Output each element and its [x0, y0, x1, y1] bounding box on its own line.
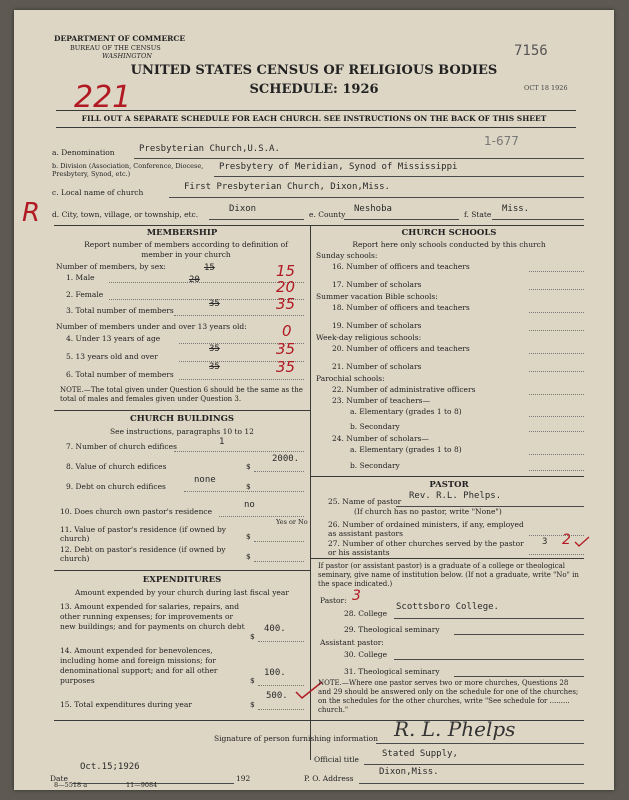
- q3-label: 3. Total number of members: [66, 306, 174, 315]
- signature-value: R. L. Phelps: [394, 717, 516, 741]
- q25-label: 25. Name of pastor: [328, 497, 402, 506]
- q10-value: no: [244, 500, 255, 510]
- q19-label: 19. Number of scholars: [332, 321, 422, 330]
- q6-label: 6. Total number of members: [66, 370, 174, 379]
- official-title-label: Official title: [314, 755, 359, 764]
- checkmark-icon: [574, 536, 590, 548]
- city-town-label: d. City, town, village, or township, etc.: [52, 210, 199, 219]
- denomination-label: a. Denomination: [52, 148, 115, 157]
- q2-hand: 20: [276, 278, 296, 296]
- q22-label: 22. Number of administrative officers: [332, 385, 476, 394]
- q24-label: 24. Number of scholars—: [332, 434, 429, 443]
- q21-label: 21. Number of scholars: [332, 362, 422, 371]
- q6-typed: 35: [209, 362, 220, 372]
- q23b-label: b. Secondary: [350, 422, 400, 431]
- po-value: Dixon,Miss.: [379, 767, 439, 777]
- q13-value: 400.: [264, 624, 286, 634]
- yes-no-hint: Yes or No: [276, 518, 308, 526]
- q25-value: Rev. R.L. Phelps.: [409, 491, 502, 501]
- q15-value: 500.: [266, 691, 288, 701]
- handwritten-number: 221: [74, 80, 132, 115]
- department-label: DEPARTMENT OF COMMERCE: [54, 34, 186, 43]
- q23-label: 23. Number of teachers—: [332, 396, 431, 405]
- buildings-heading: CHURCH BUILDINGS: [129, 414, 235, 424]
- q1-typed: 15: [204, 263, 215, 273]
- expenditures-sub: Amount expended by your church during last fiscal year: [75, 588, 289, 597]
- q25-sub: (If church has no pastor, write "None"): [354, 507, 502, 516]
- q14-value: 100.: [264, 668, 286, 678]
- schedule-title: SCHEDULE: 1926: [249, 82, 379, 97]
- schools-heading: CHURCH SCHOOLS: [401, 228, 497, 238]
- year-label: 192: [236, 774, 251, 783]
- q12-dollar: $: [246, 552, 251, 561]
- form-number: 8—5518 a: [54, 781, 88, 789]
- date-label: Date: [50, 774, 68, 783]
- pencil-code: 1-677: [484, 134, 519, 148]
- q6-hand: 35: [276, 358, 296, 376]
- membership-heading: MEMBERSHIP: [146, 228, 218, 238]
- local-name-label: c. Local name of church: [52, 188, 144, 197]
- sunday-label: Sunday schools:: [316, 251, 378, 260]
- q27-value: 3: [542, 537, 548, 547]
- q20-label: 20. Number of officers and teachers: [332, 344, 470, 353]
- date-value: Oct.15;1926: [80, 762, 140, 772]
- q26-label: 26. Number of ordained ministers, if any, employed as assistant pastors: [328, 520, 524, 538]
- po-label: P. O. Address: [304, 774, 354, 783]
- q18-label: 18. Number of officers and teachers: [332, 303, 470, 312]
- q24b-label: b. Secondary: [350, 461, 400, 470]
- print-number: 11—9084: [126, 781, 158, 789]
- official-title-value: Stated Supply,: [382, 749, 458, 759]
- q9-value: none: [194, 475, 216, 485]
- q5-label: 5. 13 years old and over: [66, 352, 158, 361]
- bureau-label: BUREAU OF THE CENSUS: [70, 44, 161, 52]
- assistant-label: Assistant pastor:: [320, 638, 384, 647]
- q3-hand: 35: [276, 295, 296, 313]
- q30-label: 30. College: [344, 650, 388, 659]
- final-note: NOTE.—Where one pastor serves two or more churches, Questions 28 and 29 should be answered only on the schedule for one of the churches; on the schedules for the other churches, write "See schedule for ......... church.": [318, 679, 579, 714]
- q4-label: 4. Under 13 years of age: [66, 334, 161, 343]
- membership-note: NOTE.—The total given under Question 6 should be the same as the total of males and females given under Question 3.: [60, 386, 303, 403]
- q11-label: 11. Value of pastor's residence (if owned by church): [60, 525, 227, 543]
- q31-label: 31. Theological seminary: [344, 667, 440, 676]
- q10-label: 10. Does church own pastor's residence: [60, 507, 213, 516]
- q27-label: 27. Number of other churches served by the pastor or his assistants: [328, 539, 524, 557]
- q27-hand: 2: [562, 532, 571, 548]
- q14-label: 14. Amount expended for benevolences, including home and foreign missions; for denominational support; and for all other purposes: [60, 646, 218, 685]
- q3-typed: 35: [209, 299, 220, 309]
- q5-typed: 35: [209, 344, 220, 354]
- q14-dollar: $: [250, 676, 255, 685]
- division-label: b. Division (Association, Conference, Diocese, Presbytery, Synod, etc.): [52, 162, 204, 178]
- census-schedule-form: [14, 10, 614, 790]
- pastor-hand: 3: [352, 588, 361, 604]
- q1-hand: 15: [276, 262, 296, 280]
- q8-label: 8. Value of church edifices: [66, 462, 167, 471]
- stamp-number: 7156: [514, 43, 548, 59]
- q7-value: 1: [219, 437, 225, 447]
- expenditures-heading: EXPENDITURES: [142, 575, 222, 585]
- county-value: Neshoba: [354, 204, 392, 214]
- city-label: WASHINGTON: [102, 52, 152, 60]
- handwritten-mark: R: [22, 198, 41, 228]
- instruction-line: FILL OUT A SEPARATE SCHEDULE FOR EACH CHURCH. SEE INSTRUCTIONS ON THE BACK OF THIS SHEET: [81, 114, 547, 123]
- denomination-value: Presbyterian Church,U.S.A.: [139, 144, 280, 154]
- q2-label: 2. Female: [66, 290, 104, 299]
- q23a-label: a. Elementary (grades 1 to 8): [350, 407, 462, 416]
- q29-label: 29. Theological seminary: [344, 625, 440, 634]
- q15-dollar: $: [250, 700, 255, 709]
- q17-label: 17. Number of scholars: [332, 280, 422, 289]
- parochial-label: Parochial schools:: [316, 374, 385, 383]
- q7-label: 7. Number of church edifices: [66, 442, 177, 451]
- form-title: UNITED STATES CENSUS OF RELIGIOUS BODIES: [130, 63, 498, 78]
- summer-label: Summer vacation Bible schools:: [316, 292, 438, 301]
- q11-dollar: $: [246, 532, 251, 541]
- pastor-heading: PASTOR: [429, 480, 469, 490]
- q5-hand: 35: [276, 340, 296, 358]
- q8-value: 2000.: [272, 454, 300, 464]
- city-town-value: Dixon: [229, 204, 257, 214]
- q13-label: 13. Amount expended for salaries, repairs, and other running expenses; for improvements or new buildings; and for payments on church debt: [60, 602, 245, 631]
- weekday-label: Week-day religious schools:: [316, 333, 422, 342]
- q28-value: Scottsboro College.: [396, 602, 499, 612]
- q16-label: 16. Number of officers and teachers: [332, 262, 470, 271]
- q13-dollar: $: [250, 632, 255, 641]
- graduate-note: If pastor (or assistant pastor) is a graduate of a college or theological seminary, give name of institution below. (If not a graduate, write "No" in the space indicated.): [318, 562, 579, 588]
- buildings-sub: See instructions, paragraphs 10 to 12: [110, 427, 254, 436]
- q1-label: 1. Male: [66, 273, 95, 282]
- q9-label: 9. Debt on church edifices: [66, 482, 166, 491]
- q28-label: 28. College: [344, 609, 388, 618]
- division-value: Presbytery of Meridian, Synod of Mississippi: [219, 162, 458, 172]
- q12-label: 12. Debt on pastor's residence (if owned by church): [60, 545, 226, 563]
- state-label: f. State: [464, 210, 492, 219]
- signature-label: Signature of person furnishing information: [214, 734, 378, 743]
- q8-dollar: $: [246, 462, 251, 471]
- state-value: Miss.: [502, 204, 530, 214]
- county-label: e. County: [309, 210, 346, 219]
- q4-hand: 0: [282, 322, 292, 340]
- stamp-date: OCT 18 1926: [524, 84, 568, 92]
- membership-intro: Report number of members according to definition of member in your church: [84, 240, 288, 259]
- q15-label: 15. Total expenditures during year: [60, 700, 192, 709]
- q24a-label: a. Elementary (grades 1 to 8): [350, 445, 462, 454]
- pastor-label: Pastor:: [320, 596, 347, 605]
- local-name-value: First Presbyterian Church, Dixon,Miss.: [184, 182, 390, 192]
- under-over-label: Number of members under and over 13 years old:: [56, 322, 247, 331]
- q9-dollar: $: [246, 482, 251, 491]
- q2-typed: 20: [189, 275, 200, 285]
- by-sex-label: Number of members, by sex:: [56, 262, 166, 271]
- schools-intro: Report here only schools conducted by this church: [352, 240, 546, 249]
